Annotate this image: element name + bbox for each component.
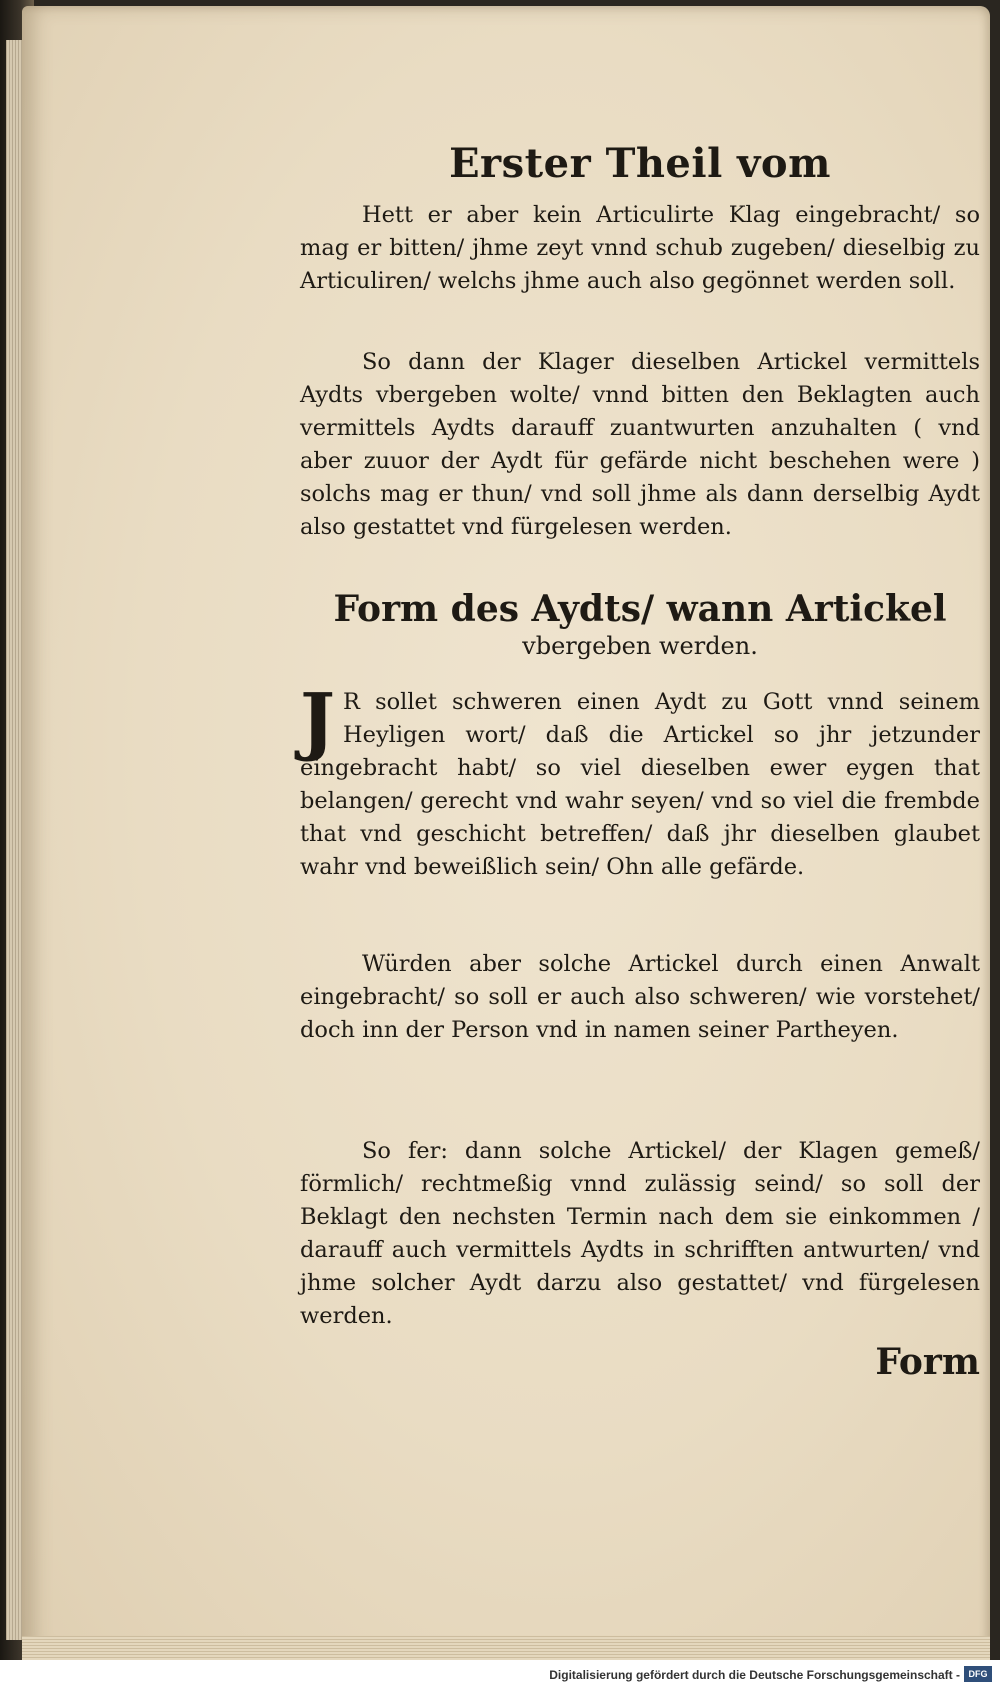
running-heading: Erster Theil vom	[449, 140, 831, 187]
paragraph-1	[300, 199, 980, 298]
paragraph-2	[300, 346, 980, 544]
dfg-logo-icon: DFG	[964, 1666, 992, 1682]
paragraph-3-text: Würden aber solche Artickel durch einen Anwalt eingebracht/ so soll er auch also schweren/ wie vorstehet/ doch inn der Person vnd in namen seiner Partheyen.	[300, 951, 980, 1043]
footer-credit: Digitalisierung gefördert durch die Deutsche Forschungsgemeinschaft -	[549, 1668, 960, 1682]
drop-capital: J	[300, 678, 336, 764]
digitization-footer	[0, 1660, 1000, 1692]
paragraph-4-text: So fer: dann solche Artickel/ der Klagen gemeß/ förmlich/ rechtmeßig vnnd zulässig seind/ so soll der Beklagt den nechsten Termin nach dem sie einkommen / darauff auch vermittels Aydts in schrifften antwurten/ vnd jhme solcher Aydt darzu also gestattet/ vnd fürgelesen werden.	[300, 1138, 980, 1329]
paragraph-4	[300, 1135, 980, 1333]
catchword: Form	[875, 1341, 980, 1383]
spacer	[300, 298, 980, 346]
page-text-block	[300, 140, 980, 1383]
paragraph-1-text: Hett er aber kein Articulirte Klag eingebracht/ so mag er bitten/ jhme zeyt vnnd schub zugeben/ dieselbig zu Articuliren/ welchs jhme auch also gegönnet werden soll.	[300, 202, 980, 294]
oath-text: R sollet schweren einen Aydt zu Gott vnnd seinem Heyligen wort/ daß die Artickel so jhr jetzunder eingebracht habt/ so viel dieselben ewer eygen that belangen/ gerecht vnd wahr seyen/ vnd so viel die frembde that vnd geschicht betreffen/ daß jhr dieselben glaubet wahr vnd beweißlich sein/ Ohn alle gefärde.	[300, 689, 980, 880]
paragraph-3	[300, 948, 980, 1047]
form-subheading: vbergeben werden.	[522, 632, 758, 660]
spacer	[300, 884, 980, 948]
form-heading: Form des Aydts/ wann Artickel	[333, 588, 947, 630]
oath-paragraph	[300, 678, 980, 884]
page-bottom-edge	[22, 1636, 990, 1660]
paragraph-2-text: So dann der Klager dieselben Artickel vermittels Aydts vbergeben wolte/ vnnd bitten den Beklagten auch vermittels Aydts darauff zuantwurten anzuhalten ( vnd aber zuuor der Aydt für gefärde nicht beschehen were ) solchs mag er thun/ vnd soll jhme als dann derselbig Aydt also gestattet vnd fürgelesen werden.	[300, 349, 980, 540]
spacer	[300, 1047, 980, 1135]
